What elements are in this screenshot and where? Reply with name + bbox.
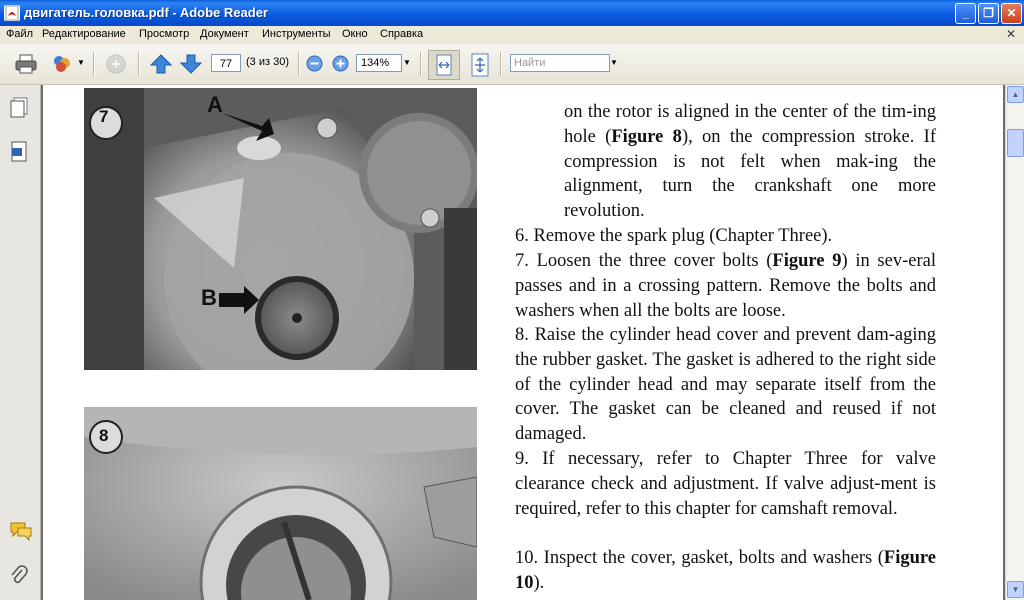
document-viewport[interactable]: [41, 85, 1005, 600]
menu-tools[interactable]: Инструменты: [262, 28, 331, 40]
adobe-reader-icon: [4, 5, 20, 21]
toolbar-separator: [298, 52, 300, 76]
vertical-scrollbar[interactable]: [1005, 85, 1024, 600]
menu-document[interactable]: Документ: [200, 28, 249, 40]
fit-width-button[interactable]: [428, 50, 460, 80]
share-icon[interactable]: [50, 52, 74, 81]
window-title: двигатель.головка.pdf - Adobe Reader: [24, 5, 268, 20]
step-10: [515, 546, 936, 596]
paragraph-text: 7. Loosen the three cover bolts (: [515, 251, 773, 271]
page-count: (3 из 30): [246, 56, 289, 68]
menu-help[interactable]: Справка: [380, 28, 424, 40]
figure-reference: Figure 10: [515, 548, 936, 593]
title-bar: [0, 0, 1024, 26]
paragraph-continuation: [564, 100, 936, 224]
figure-8-photo: [84, 407, 477, 600]
callout-a: A: [207, 92, 223, 117]
figure-reference: Figure 8: [611, 126, 682, 147]
previous-page-icon[interactable]: [150, 54, 172, 79]
step-6: [515, 224, 936, 249]
paragraph-text: on the rotor is aligned in the center of the tim-ing hole (: [564, 102, 936, 147]
step-9: [515, 447, 936, 521]
zoom-in-icon[interactable]: [332, 55, 349, 77]
figure-7-number: 7: [99, 107, 109, 126]
paragraph-text: ).: [533, 572, 545, 593]
figure-8-number: 8: [99, 426, 109, 445]
figure-reference: Figure 9: [772, 251, 842, 271]
callout-b: B: [201, 285, 217, 310]
paragraph-text: 9. If necessary, refer to Chapter Three for valve clearance check and adjustment. If valve adjust-ment is required, refer to this chapter for camshaft removal.: [515, 449, 936, 519]
find-dropdown-icon[interactable]: ▼: [610, 58, 618, 67]
scroll-thumb[interactable]: [1007, 129, 1024, 157]
paragraph-text: 10. Inspect the cover, gasket, bolts and washers (: [515, 548, 884, 568]
paragraph-text: 6. Remove the spark plug (Chapter Three).: [515, 226, 833, 246]
maximize-button[interactable]: ❐: [978, 3, 999, 24]
hand-tool-icon[interactable]: [104, 52, 128, 81]
attachments-panel-icon[interactable]: [9, 141, 29, 168]
navigation-pane: [0, 85, 41, 600]
paragraph-text: 8. Raise the cylinder head cover and prevent dam-aging the rubber gasket. The gasket is adhered to the right side of the cylinder head and may separate itself from the cover. The gasket can be cleaned and reused if not damaged.: [515, 325, 936, 445]
toolbar-separator: [420, 52, 422, 76]
zoom-out-icon[interactable]: [306, 55, 323, 77]
share-dropdown-icon[interactable]: ▼: [77, 58, 85, 67]
fit-width-icon: [429, 51, 459, 79]
menu-file[interactable]: Файл: [6, 28, 34, 40]
next-page-icon[interactable]: [180, 54, 202, 79]
paragraph-text: ), on the compression stroke. If compression is not felt when mak-ing the alignment, turn the crankshaft one more revolution.: [564, 126, 936, 222]
attachment-paperclip-icon[interactable]: [9, 565, 29, 592]
toolbar-separator: [500, 52, 502, 76]
close-document-icon[interactable]: ✕: [1005, 27, 1016, 41]
toolbar-separator: [93, 52, 95, 76]
pdf-page: [43, 85, 1003, 600]
paragraph-text: ) in sev-eral passes and in a crossing pattern. Remove the bolts and washers when all the bolts are loose.: [515, 251, 936, 321]
toolbar: [0, 44, 1024, 85]
figure-7-photo: [84, 88, 477, 370]
menu-window[interactable]: Окно: [342, 28, 368, 40]
zoom-level-input[interactable]: 134%: [356, 54, 402, 72]
step-7: [515, 249, 936, 323]
step-8: [515, 323, 936, 447]
menu-edit[interactable]: Редактирование: [42, 28, 126, 40]
fit-page-icon[interactable]: [468, 52, 492, 83]
comments-icon[interactable]: [9, 521, 33, 546]
page-number-input[interactable]: 77: [211, 54, 241, 72]
close-button[interactable]: ✕: [1001, 3, 1022, 24]
print-icon[interactable]: [14, 52, 38, 81]
menu-view[interactable]: Просмотр: [139, 28, 190, 40]
scroll-down-icon[interactable]: ▼: [1007, 581, 1024, 598]
minimize-button[interactable]: _: [955, 3, 976, 24]
pages-panel-icon[interactable]: [9, 97, 29, 124]
menu-bar: [0, 26, 1024, 44]
zoom-dropdown-icon[interactable]: ▼: [403, 58, 411, 67]
scroll-up-icon[interactable]: ▲: [1007, 86, 1024, 103]
find-input[interactable]: Найти: [510, 54, 610, 72]
toolbar-separator: [138, 52, 140, 76]
